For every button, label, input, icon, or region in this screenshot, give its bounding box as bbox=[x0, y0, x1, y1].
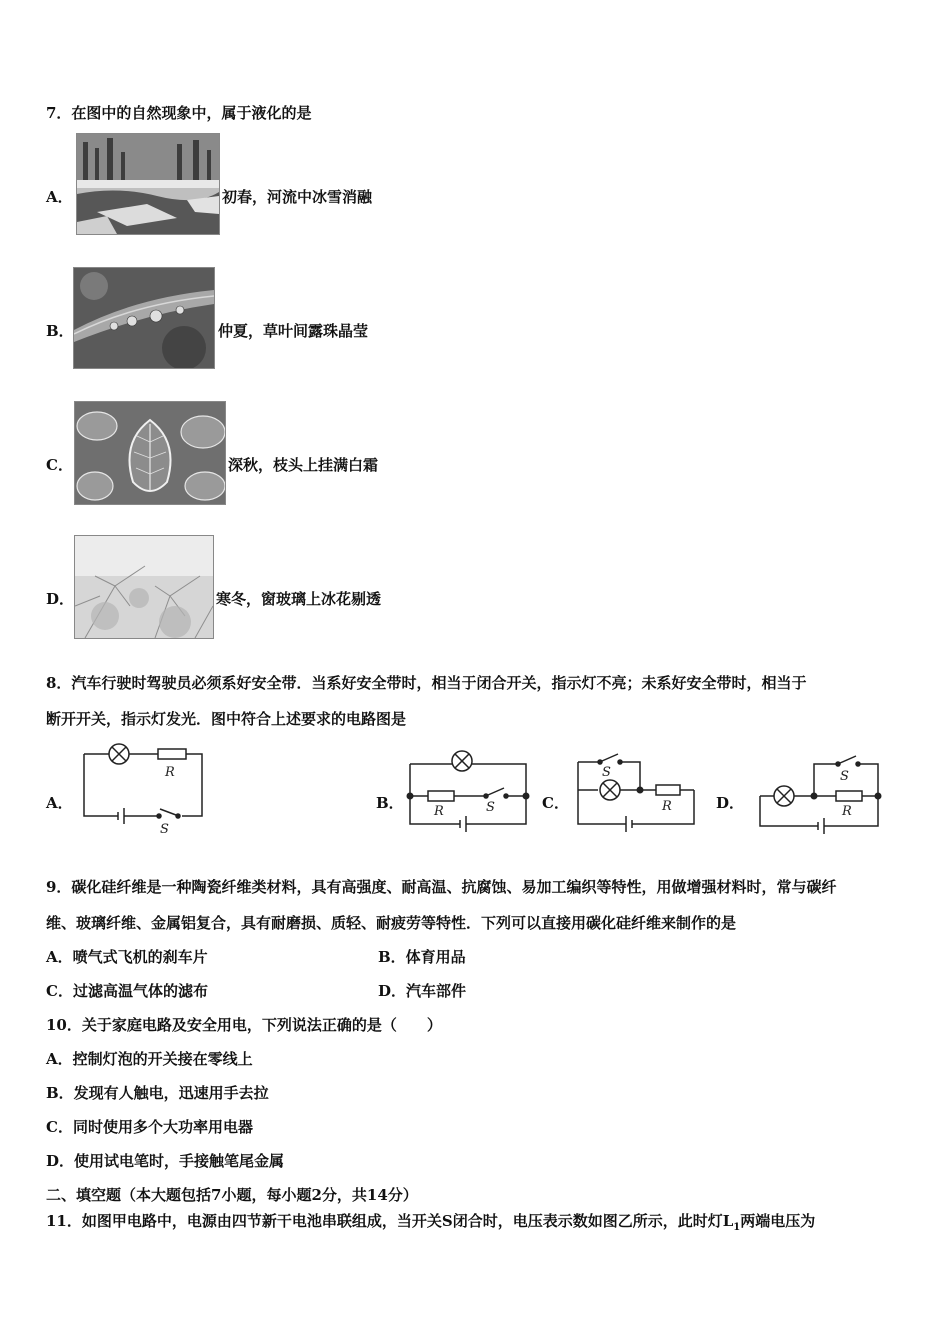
q8-option-d-label: D． bbox=[716, 794, 745, 812]
q10-option-d: D．使用试电笔时，手接触笔尾金属 bbox=[46, 1152, 285, 1170]
q11-subscript: 1 bbox=[733, 1222, 741, 1233]
q8-option-c-label: C． bbox=[542, 794, 569, 812]
circuit-d bbox=[756, 752, 886, 838]
q7-stem: 7．在图中的自然现象中，属于液化的是 bbox=[46, 104, 312, 122]
section-2-title: 二、填空题（本大题包括7小题，每小题2分，共14分） bbox=[46, 1186, 418, 1204]
q10-option-a: A．控制灯泡的开关接在零线上 bbox=[46, 1050, 253, 1068]
circuit-a-resistor-label: R bbox=[165, 765, 175, 780]
photo-dew-drops bbox=[73, 267, 215, 369]
q7-option-a-caption: 初春，河流中冰雪消融 bbox=[222, 188, 373, 206]
circuit-b bbox=[404, 748, 534, 836]
circuit-d-switch-label: S bbox=[840, 769, 849, 784]
photo-window-ice-flowers bbox=[74, 535, 214, 639]
q10-option-c: C．同时使用多个大功率用电器 bbox=[46, 1118, 253, 1136]
q9-stem-line2: 维、玻璃纤维、金属铝复合，具有耐磨损、质轻、耐疲劳等特性．下列可以直接用碳化硅纤维来制作的是 bbox=[46, 914, 737, 932]
q10-option-b: B．发现有人触电，迅速用手去拉 bbox=[46, 1084, 269, 1102]
circuit-b-resistor-label: R bbox=[434, 804, 444, 819]
circuit-a-switch-label: S bbox=[160, 822, 169, 837]
q8-stem-line1: 8．汽车行驶时驾驶员必须系好安全带．当系好安全带时，相当于闭合开关，指示灯不亮；未系好安全带时，相当于 bbox=[46, 674, 807, 692]
circuit-b-switch-label: S bbox=[486, 800, 495, 815]
q7-option-c-label: C． bbox=[46, 456, 73, 474]
q11-stem bbox=[46, 1210, 815, 1233]
q11-stem-end: 两端电压为 bbox=[740, 1212, 816, 1230]
circuit-c-resistor-label: R bbox=[662, 799, 672, 814]
circuit-c bbox=[572, 748, 702, 836]
q9-option-d: D．汽车部件 bbox=[378, 982, 467, 1000]
circuit-d-resistor-label: R bbox=[842, 804, 852, 819]
photo-melting-ice bbox=[76, 133, 220, 235]
q7-option-c-caption: 深秋，枝头上挂满白霜 bbox=[228, 456, 379, 474]
q7-option-b-caption: 仲夏，草叶间露珠晶莹 bbox=[218, 322, 369, 340]
q8-option-a-label: A． bbox=[46, 794, 73, 812]
circuit-a bbox=[80, 738, 210, 838]
q8-option-b-label: B． bbox=[376, 794, 404, 812]
q7-option-d-label: D． bbox=[46, 590, 75, 608]
q9-stem-line1: 9．碳化硅纤维是一种陶瓷纤维类材料，具有高强度、耐高温、抗腐蚀、易加工编织等特性，用做增强材料时，常与碳纤 bbox=[46, 878, 837, 896]
q7-option-a-label: A． bbox=[46, 188, 73, 206]
q11-stem-start: 11．如图甲电路中，电源由四节新干电池串联组成，当开关S闭合时，电压表示数如图乙所示，此时灯L bbox=[46, 1212, 734, 1230]
q9-option-a: A．喷气式飞机的刹车片 bbox=[46, 948, 208, 966]
q10-stem: 10．关于家庭电路及安全用电，下列说法正确的是（ ） bbox=[46, 1016, 442, 1034]
q9-option-c: C．过滤高温气体的滤布 bbox=[46, 982, 208, 1000]
q7-option-b-label: B． bbox=[46, 322, 74, 340]
circuit-c-switch-label: S bbox=[602, 765, 611, 780]
q7-option-d-caption: 寒冬，窗玻璃上冰花剔透 bbox=[216, 590, 382, 608]
photo-frost-leaves bbox=[74, 401, 226, 505]
q8-stem-line2: 断开开关，指示灯发光．图中符合上述要求的电路图是 bbox=[46, 710, 407, 728]
q9-option-b: B．体育用品 bbox=[378, 948, 466, 966]
